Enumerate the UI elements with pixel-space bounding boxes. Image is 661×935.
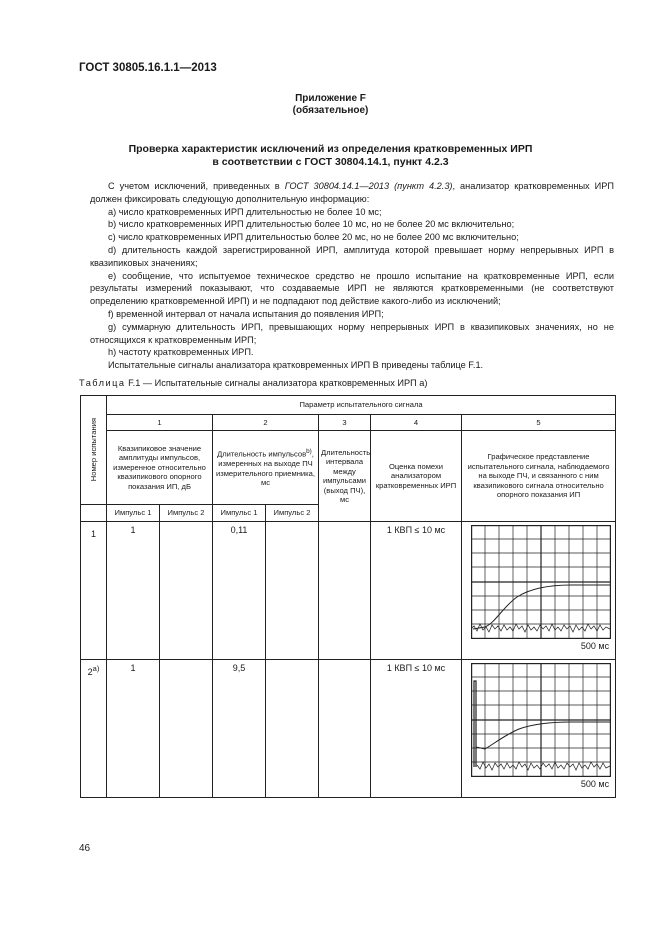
- table-row: [81, 522, 616, 660]
- amp-pulse1: 1: [107, 522, 160, 660]
- test-number: 1: [81, 522, 107, 660]
- standard-header: ГОСТ 30805.16.1.1—2013: [79, 62, 217, 74]
- subheader-pulse1: Импульс 1: [213, 505, 266, 522]
- appendix-name: Приложение F: [295, 93, 366, 104]
- test-signals-table: [80, 395, 616, 798]
- col-number: 4: [371, 415, 462, 431]
- signal-graph-2: [471, 663, 611, 777]
- interval: [319, 660, 371, 798]
- closing-paragraph: Испытательные сигналы анализатора кратковременных ИРП В приведены таблице F.1.: [108, 360, 484, 371]
- amp-pulse2: [160, 660, 213, 798]
- subheader-pulse1: Импульс 1: [107, 505, 160, 522]
- row-header-label: Номер испытания: [88, 418, 98, 482]
- assessment: 1 КВП ≤ 10 мс: [371, 522, 462, 660]
- col-number: 3: [319, 415, 371, 431]
- subheader-pulse2: Импульс 2: [160, 505, 213, 522]
- col-header-amplitude: Квазипиковое значение амплитуды импульсов, измеренное относительно квазипикового опорного показания ИП, дБ: [107, 431, 213, 505]
- table-row: [81, 660, 616, 798]
- col-number: 1: [107, 415, 213, 431]
- dur-pulse1: 0,11: [213, 522, 266, 660]
- amp-pulse2: [160, 522, 213, 660]
- list-item: g) суммарную длительность ИРП, превышающих норму непрерывных ИРП в квазипиковых значениях, но не относящихся к кратковременным ИРП;: [90, 321, 614, 345]
- test-number: $2^{а)}$: [81, 660, 107, 798]
- graph-time-label: 500 мс: [580, 641, 610, 651]
- body-text: [90, 180, 614, 372]
- table-caption: Таблица F.1 — Испытательные сигналы анализатора кратковременных ИРП а): [79, 378, 428, 388]
- appendix-status: (обязательное): [292, 105, 369, 116]
- standard-reference: ГОСТ 30804.14.1—2013 (пункт 4.2.3): [284, 181, 453, 191]
- col-header-duration: Длительность импульсов$^{b)}$, измеренных на выходе ПЧ измерительного приемника, мс: [213, 431, 319, 505]
- list-item: e) сообщение, что испытуемое техническое средство не прошло испытание на кратковременные ИРП, если результаты измерений показывают, что создаваемые ИРП не являются кратковременными (не соответствуют определению кратковременной ИРП) и не подпадают под действие какого-либо из исключений;: [90, 270, 614, 307]
- section-title-line2: в соответствии с ГОСТ 30804.14.1, пункт 4.2.3: [212, 156, 449, 168]
- dur-pulse2: [266, 522, 319, 660]
- intro-paragraph: С учетом исключений, приведенных в ГОСТ 30804.14.1—2013 (пункт 4.2.3), анализатор кратковременных ИРП должен фиксировать следующую дополнительную информацию:: [90, 181, 614, 204]
- dur-pulse2: [266, 660, 319, 798]
- assessment: 1 КВП ≤ 10 мс: [371, 660, 462, 798]
- signal-graph-1: [471, 525, 611, 639]
- group-header: Параметр испытательного сигнала: [107, 396, 616, 415]
- graph-time-label: 500 мс: [580, 779, 610, 789]
- dur-pulse1: 9,5: [213, 660, 266, 798]
- list-item: d) длительность каждой зарегистрированной ИРП, амплитуда которой превышает норму непрерывных ИРП в квазипиковых значениях;: [90, 244, 614, 268]
- graph-cell: [462, 522, 616, 660]
- section-title-line1: Проверка характеристик исключений из определения кратковременных ИРП: [128, 143, 533, 155]
- list-item: f) временной интервал от начала испытания до появления ИРП;: [108, 308, 384, 319]
- interval: [319, 522, 371, 660]
- col-header-assessment: Оценка помехи анализатором кратковременных ИРП: [371, 431, 462, 522]
- page-number: 46: [79, 843, 91, 854]
- amp-pulse1: 1: [107, 660, 160, 798]
- graph-cell: [462, 660, 616, 798]
- row-header-cell: [81, 396, 107, 505]
- col-header-interval: Длительность интервала между импульсами (выход ПЧ), мс: [319, 431, 371, 522]
- col-header-graph: Графическое представление испытательного сигнала, наблюдаемого на выходе ПЧ, и связанного с ним квазипикового сигнала относительно опорного показания ИП: [462, 431, 616, 522]
- list-item: b) число кратковременных ИРП длительностью более 10 мс, но не более 20 мс включительно;: [108, 219, 515, 230]
- list-item: a) число кратковременных ИРП длительностью не более 10 мс;: [108, 206, 382, 217]
- col-number: 5: [462, 415, 616, 431]
- list-item: c) число кратковременных ИРП длительностью более 20 мс, но не более 200 мс включительно;: [108, 232, 519, 243]
- list-item: h) частоту кратковременных ИРП.: [108, 347, 254, 358]
- row-header-spacer: [81, 505, 107, 522]
- subheader-pulse2: Импульс 2: [266, 505, 319, 522]
- col-number: 2: [213, 415, 319, 431]
